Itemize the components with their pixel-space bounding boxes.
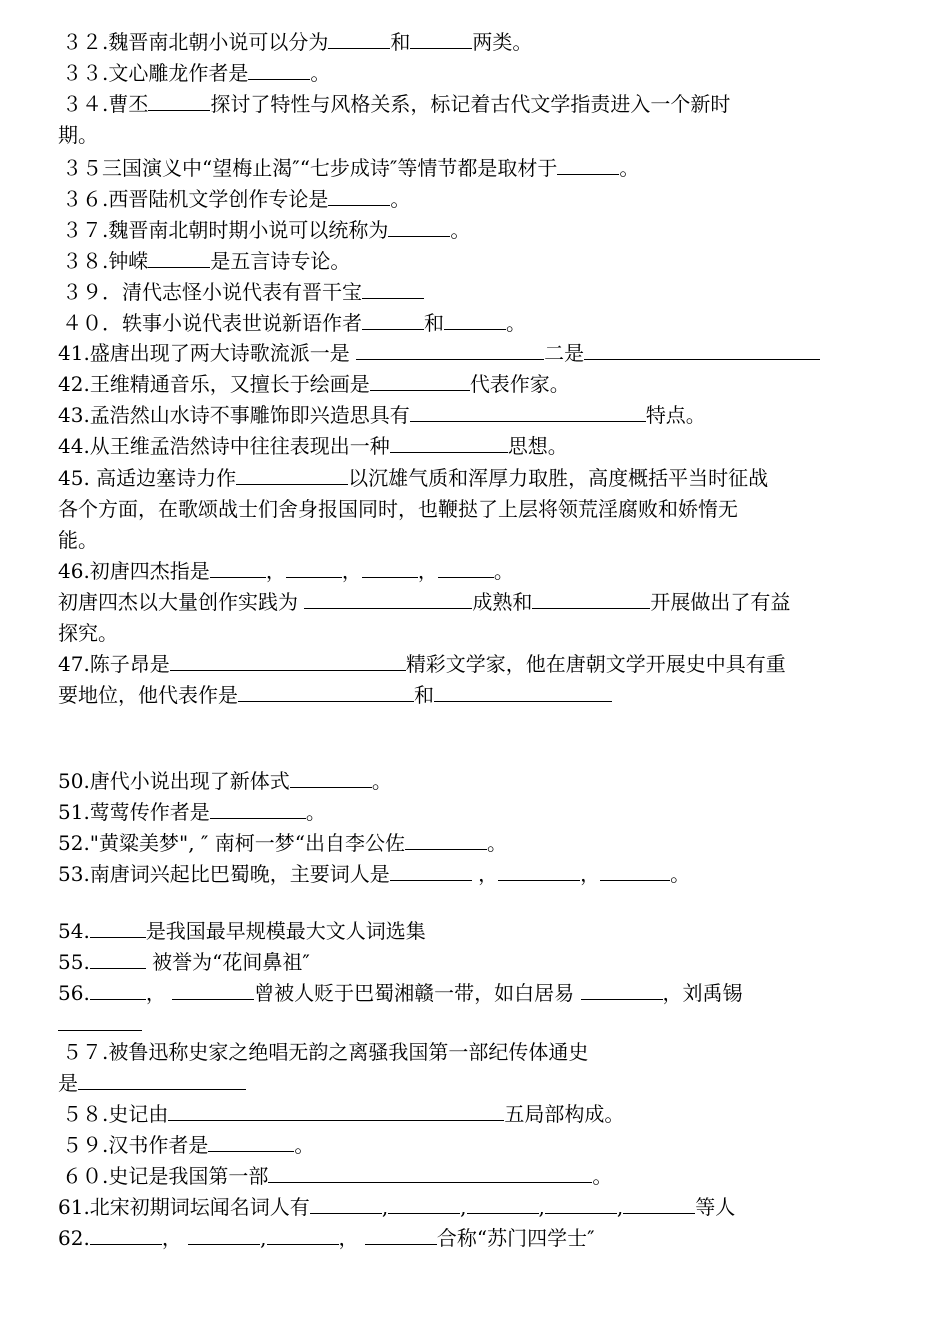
question-line	[58, 800, 326, 824]
answer-blank[interactable]	[304, 590, 472, 609]
answer-blank[interactable]	[438, 559, 494, 578]
question-text: 探讨了特性与风格关系，标记着古代文学指责进入一个新时	[210, 92, 731, 116]
answer-blank[interactable]	[290, 769, 372, 788]
question-text: 。	[592, 1164, 613, 1188]
answer-blank[interactable]	[600, 862, 670, 881]
question-text: ，	[161, 1226, 189, 1250]
answer-blank[interactable]	[410, 403, 646, 422]
answer-blank[interactable]	[90, 981, 146, 1000]
question-text: ,	[260, 1226, 267, 1250]
answer-blank[interactable]	[390, 862, 472, 881]
question-line	[58, 403, 706, 427]
question-text: ，	[471, 862, 499, 886]
answer-blank[interactable]	[388, 1195, 460, 1214]
question-text: ３５三国演义中“望梅止渴″“七步成诗″等情节都是取材于	[62, 156, 558, 180]
answer-blank[interactable]	[90, 919, 146, 938]
question-text: ,	[538, 1195, 545, 1219]
question-text: 51.莺莺传作者是	[58, 800, 210, 824]
answer-blank[interactable]	[498, 862, 580, 881]
answer-blank[interactable]	[362, 311, 424, 330]
answer-blank[interactable]	[328, 30, 390, 49]
question-text: ,	[381, 1195, 389, 1219]
answer-blank[interactable]	[365, 1226, 437, 1245]
question-text: ３６.西晋陆机文学创作专论是	[62, 187, 329, 211]
question-text: 54.	[58, 919, 90, 943]
question-line	[62, 280, 424, 304]
answer-blank[interactable]	[286, 559, 342, 578]
answer-blank[interactable]	[236, 466, 348, 485]
question-text: ５８.史记由	[62, 1102, 169, 1126]
question-text: 44.从王维孟浩然诗中往往表现出一种	[58, 434, 390, 458]
question-text: 。	[506, 311, 526, 335]
question-line	[58, 683, 612, 707]
question-line	[62, 1102, 624, 1126]
question-text: ,	[616, 1195, 624, 1219]
answer-blank[interactable]	[623, 1195, 695, 1214]
question-line	[58, 769, 392, 793]
question-text: 代表作家。	[469, 372, 570, 396]
question-line	[58, 981, 743, 1005]
answer-blank[interactable]	[267, 1226, 339, 1245]
question-text: 和	[414, 683, 434, 707]
question-text: 思想。	[507, 434, 568, 458]
question-text: 各个方面，在歌颂战士们舍身报国同时，也鞭挞了上层将领荒淫腐败和娇惰无	[58, 497, 738, 521]
answer-blank[interactable]	[90, 950, 146, 969]
question-text: 是	[58, 1071, 78, 1095]
answer-blank[interactable]	[168, 1102, 504, 1121]
answer-blank[interactable]	[584, 341, 820, 360]
answer-blank[interactable]	[238, 683, 414, 702]
question-text: ３７.魏晋南北朝时期小说可以统称为	[62, 218, 389, 242]
question-line	[58, 372, 570, 396]
answer-blank[interactable]	[248, 61, 310, 80]
answer-blank[interactable]	[370, 372, 470, 391]
question-text: 。	[486, 831, 507, 855]
question-text: 和	[424, 311, 444, 335]
answer-blank[interactable]	[310, 1195, 382, 1214]
question-text: 和	[390, 30, 411, 54]
question-line	[62, 1133, 314, 1157]
answer-blank[interactable]	[328, 187, 390, 206]
answer-blank[interactable]	[388, 218, 450, 237]
question-line	[62, 61, 330, 85]
question-line	[58, 1012, 142, 1036]
question-text: 曾被人贬于巴蜀湘赣一带，如白居易	[254, 981, 581, 1005]
question-text: 等人	[695, 1195, 736, 1219]
question-text: ，刘禹锡	[662, 981, 743, 1005]
question-text: 。	[371, 769, 392, 793]
question-text: 是五言诗专论。	[210, 249, 351, 273]
question-text: ５７.被鲁迅称史家之绝唱无韵之离骚我国第一部纪传体通史	[62, 1040, 589, 1064]
answer-blank[interactable]	[390, 434, 508, 453]
question-text: 50.唐代小说出现了新体式	[58, 769, 290, 793]
question-line	[58, 621, 118, 645]
question-line	[62, 218, 470, 242]
question-text: ４０．轶事小说代表世说新语作者	[62, 311, 362, 335]
answer-blank[interactable]	[545, 1195, 617, 1214]
question-text: 。	[670, 862, 691, 886]
question-line	[58, 950, 310, 974]
question-line	[58, 466, 768, 490]
question-text: 期。	[58, 123, 98, 147]
question-text: ３２.魏晋南北朝小说可以分为	[62, 30, 329, 54]
question-text: ，	[580, 862, 601, 886]
question-text: 。	[310, 61, 331, 85]
question-text: ６０.史记是我国第一部	[62, 1164, 269, 1188]
question-line	[62, 1040, 588, 1064]
answer-blank[interactable]	[90, 1226, 162, 1245]
question-line	[58, 831, 507, 855]
answer-blank[interactable]	[148, 92, 210, 111]
answer-blank[interactable]	[434, 683, 612, 702]
question-text: ３３.文心雕龙作者是	[62, 61, 249, 85]
answer-blank[interactable]	[208, 1133, 294, 1152]
question-text: 。	[450, 218, 471, 242]
answer-blank[interactable]	[444, 311, 506, 330]
question-text: 能。	[58, 528, 98, 552]
question-text: ，	[265, 559, 286, 583]
question-line	[58, 559, 514, 583]
question-text: ５９.汉书作者是	[62, 1133, 209, 1157]
question-text: 两类。	[472, 30, 533, 54]
answer-blank[interactable]	[467, 1195, 539, 1214]
question-line	[58, 652, 786, 676]
question-text: 合称“苏门四学士″	[436, 1226, 595, 1250]
question-line	[58, 123, 98, 147]
answer-blank[interactable]	[362, 559, 418, 578]
question-line	[62, 249, 350, 273]
question-text: ,	[460, 1195, 467, 1219]
answer-blank[interactable]	[405, 831, 487, 850]
question-text: 53.南唐词兴起比巴蜀晚，主要词人是	[58, 862, 390, 886]
question-line	[58, 528, 98, 552]
question-line	[58, 1226, 595, 1250]
question-line	[62, 1164, 612, 1188]
answer-blank[interactable]	[78, 1071, 246, 1090]
question-line	[58, 497, 738, 521]
answer-blank[interactable]	[188, 1226, 260, 1245]
answer-blank[interactable]	[170, 652, 406, 671]
question-text: 特点。	[645, 403, 706, 427]
answer-blank[interactable]	[410, 30, 472, 49]
question-text: 五局部构成。	[504, 1102, 625, 1126]
question-line	[62, 30, 532, 54]
question-text: 61.北宋初期词坛闻名词人有	[58, 1195, 310, 1219]
question-text: 探究。	[58, 621, 118, 645]
question-text: 成熟和	[472, 590, 533, 614]
question-text: 。	[294, 1133, 315, 1157]
question-text: 开展做出了有益	[650, 590, 791, 614]
question-text: 。	[619, 156, 640, 180]
question-text: 是我国最早规模最大文人词选集	[145, 919, 426, 943]
answer-blank[interactable]	[268, 1164, 592, 1183]
question-text: 精彩文学家，他在唐朝文学开展史中具有重	[405, 652, 786, 676]
question-line	[58, 1071, 246, 1095]
question-line	[58, 862, 690, 886]
question-text: ，	[145, 981, 173, 1005]
question-text: ３９．清代志怪小说代表有晋干宝	[62, 280, 362, 304]
question-line	[58, 434, 568, 458]
question-text: 45. 高适边塞诗力作	[58, 466, 237, 490]
question-text: 要地位，他代表作是	[58, 683, 238, 707]
question-text: 二是	[544, 341, 585, 365]
question-text: ，	[338, 1226, 365, 1250]
answer-blank[interactable]	[532, 590, 650, 609]
question-text: 46.初唐四杰指是	[58, 559, 210, 583]
question-text: 。	[390, 187, 411, 211]
question-text: 43.孟浩然山水诗不事雕饰即兴造思具有	[58, 403, 410, 427]
question-line	[62, 187, 410, 211]
question-line	[62, 311, 526, 335]
question-text: 62.	[58, 1226, 90, 1250]
answer-blank[interactable]	[581, 981, 663, 1000]
answer-blank[interactable]	[210, 800, 306, 819]
answer-blank[interactable]	[172, 981, 254, 1000]
question-text: 被誉为“花间鼻祖″	[145, 950, 310, 974]
question-line	[58, 341, 820, 365]
answer-blank[interactable]	[148, 249, 210, 268]
question-text: 47.陈子昂是	[58, 652, 170, 676]
question-text: 。	[305, 800, 326, 824]
answer-blank[interactable]	[58, 1012, 142, 1031]
question-text: ，	[341, 559, 362, 583]
question-line	[62, 156, 639, 180]
question-text: ，	[417, 559, 438, 583]
question-line	[58, 590, 790, 614]
answer-blank[interactable]	[362, 280, 424, 299]
answer-blank[interactable]	[356, 341, 544, 360]
question-line	[58, 1195, 735, 1219]
question-text: 42.王维精通音乐，又擅长于绘画是	[58, 372, 370, 396]
question-text: 以沉雄气质和浑厚力取胜，高度概括平当时征战	[348, 466, 769, 490]
question-text: 。	[493, 559, 514, 583]
question-text: 56.	[58, 981, 90, 1005]
question-text: 55.	[58, 950, 90, 974]
question-text: 初唐四杰以大量创作实践为	[58, 590, 305, 614]
question-line	[58, 919, 426, 943]
question-line	[62, 92, 730, 116]
question-text: ３８.钟嵘	[62, 249, 149, 273]
question-text: 41.盛唐出现了两大诗歌流派一是	[58, 341, 357, 365]
answer-blank[interactable]	[210, 559, 266, 578]
question-text: ３４.曹丕	[62, 92, 149, 116]
answer-blank[interactable]	[557, 156, 619, 175]
question-text: 52."黄粱美梦", ″ 南柯一梦“出自李公佐	[58, 831, 405, 855]
